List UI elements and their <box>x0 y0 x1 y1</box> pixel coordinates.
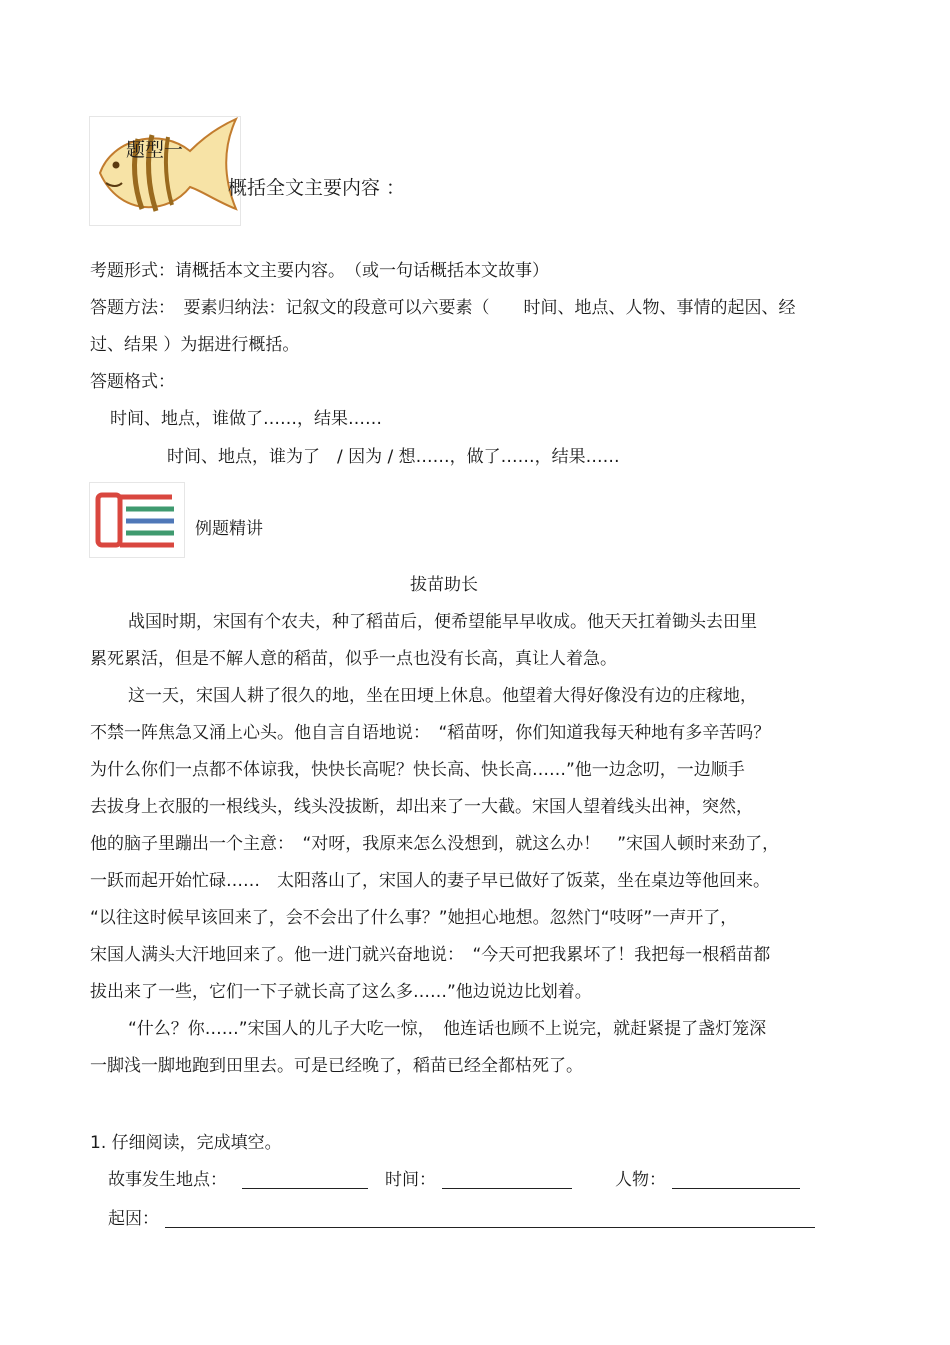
question-1 <box>90 1133 282 1153</box>
example-label: 例题精讲 <box>195 519 263 539</box>
story-line: 为什么你们一点都不体谅我，快快长高呢？快长高、快长高……”他一边念叨，一边顺手 <box>90 760 745 780</box>
question-form: 考题形式：请概括本文主要内容。 （或一句话概括本文故事） <box>90 261 549 281</box>
place-label: 故事发生地点： <box>108 1170 227 1190</box>
cause-label: 起因： <box>108 1209 159 1229</box>
cause-blank[interactable] <box>165 1211 815 1228</box>
story-line: 战国时期，宋国有个农夫，种了稻苗后，便希望能早早收成。他天天扛着锄头去田里 <box>128 612 757 632</box>
story-line: 一脚浅一脚地跑到田里去。可是已经晚了，稻苗已经全都枯死了。 <box>90 1056 583 1076</box>
books-icon <box>90 483 184 557</box>
people-blank[interactable] <box>672 1172 800 1189</box>
story-line: 不禁一阵焦急又涌上心头。他自言自语地说： “稻苗呀，你们知道我每天种地有多辛苦吗？ <box>90 723 771 743</box>
question-number: 1. <box>90 1133 107 1153</box>
story-line: 一跃而起开始忙碌…… 太阳落山了，宋国人的妻子早已做好了饭菜，坐在桌边等他回来。 <box>90 871 770 891</box>
story-line: 拔出来了一些，它们一下子就长高了这么多……”他边说边比划着。 <box>90 982 592 1002</box>
place-blank[interactable] <box>242 1172 368 1189</box>
fish-icon-frame <box>89 116 241 226</box>
story-line: 宋国人满头大汗地回来了。他一进门就兴奋地说： “今天可把我累坏了！我把每一根稻苗都 <box>90 945 771 965</box>
time-blank[interactable] <box>442 1172 572 1189</box>
story-line: “以往这时候早该回来了，会不会出了什么事？”她担心地想。忽然门“吱呀”一声开了， <box>90 908 738 928</box>
method-line-1: 答题方法： 要素归纳法：记叙文的段意可以六要素（ 时间、地点、人物、事情的起因、经 <box>90 298 796 318</box>
story-line: 他的脑子里蹦出一个主意： “对呀，我原来怎么没想到，就这么办！ ”宋国人顿时来劲了， <box>90 834 780 854</box>
format-line-1: 时间、地点，谁做了……，结果…… <box>110 409 382 429</box>
fish-icon <box>90 117 240 225</box>
format-line-2: 时间、地点，谁为了 / 因为 / 想……，做了……，结果…… <box>167 447 620 467</box>
story-line: 累死累活，但是不解人意的稻苗，似乎一点也没有长高，真让人着急。 <box>90 649 617 669</box>
books-icon-frame <box>89 482 185 558</box>
method-line-2: 过、结果 ）为据进行概括。 <box>90 335 300 355</box>
people-label: 人物： <box>615 1170 666 1190</box>
story-line: 这一天，宋国人耕了很久的地，坐在田埂上休息。他望着大得好像没有边的庄稼地， <box>128 686 757 706</box>
type-title: 概括全文主要内容 ： <box>228 177 406 199</box>
format-label: 答题格式： <box>90 372 175 392</box>
story-line: “什么？你……”宋国人的儿子大吃一惊， 他连话也顾不上说完，就赶紧提了盏灯笼深 <box>128 1019 767 1039</box>
question-prompt: 仔细阅读，完成填空。 <box>111 1133 282 1153</box>
story-title: 拔苗助长 <box>410 575 478 595</box>
story-line: 去拔身上衣服的一根线头，线头没拔断，却出来了一大截。宋国人望着线头出神，突然， <box>90 797 753 817</box>
type-label: 题型一 <box>126 139 184 161</box>
time-label: 时间： <box>385 1170 436 1190</box>
